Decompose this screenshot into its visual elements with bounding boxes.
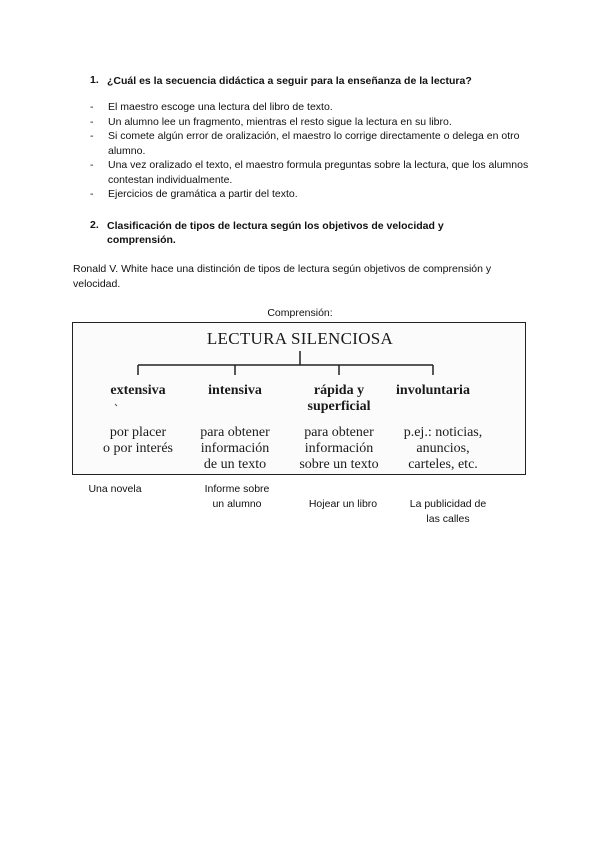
desc-extensiva <box>83 425 193 457</box>
intro-paragraph: Ronald V. White hace una distinción de tipos de lectura según objetivos de comprensión y velocidad. <box>73 263 492 290</box>
desc-line: para obtener <box>200 425 270 440</box>
example-line: Hojear un libro <box>308 498 378 510</box>
bullet-dash: - <box>90 115 94 128</box>
question-1-heading: ¿Cuál es la secuencia didáctica a seguir para la enseñanza de la lectura? <box>107 75 472 87</box>
example-involuntaria <box>398 497 498 527</box>
desc-intensiva <box>185 425 285 473</box>
example-line: Una novela <box>88 483 142 495</box>
desc-line: para obtener <box>304 425 374 440</box>
list-item <box>90 100 530 115</box>
category-extensiva: extensiva <box>110 383 166 398</box>
example-line: las calles <box>426 513 470 525</box>
example-rapida <box>293 497 393 512</box>
bullet-dash: - <box>90 159 94 171</box>
desc-line: información <box>200 441 270 456</box>
desc-line: de un texto <box>203 457 267 472</box>
category-rapida-line-1: rápida y <box>313 383 365 398</box>
example-line: un alumno <box>212 498 262 510</box>
category-rapida-line-2: superficial <box>307 399 371 414</box>
example-line: Informe sobre <box>204 483 270 495</box>
list-item <box>90 115 530 130</box>
desc-line: información <box>304 441 374 456</box>
category-involuntaria: involuntaria <box>396 383 470 398</box>
reading-types-diagram <box>72 322 526 475</box>
question-2-line-1: Clasificación de tipos de lectura según los objetivos de velocidad y <box>107 220 444 232</box>
comprension-label: Comprensión: <box>267 307 333 319</box>
list-item-text: Una vez oralizado el texto, el maestro formula preguntas sobre la lectura, que los alumnos contestan individualmente. <box>108 159 529 186</box>
list-item <box>90 158 530 187</box>
diagram-title: LECTURA SILENCIOSA <box>206 329 394 348</box>
list-item-text: Si comete algún error de oralización, el maestro lo corrige directamente o delega en otro alumno. <box>108 130 520 157</box>
scan-speck <box>115 404 117 406</box>
example-line: La publicidad de <box>409 498 487 510</box>
list-item <box>90 187 530 202</box>
bullet-dash: - <box>90 188 94 200</box>
desc-involuntaria <box>383 425 503 473</box>
list-item-text: Ejercicios de gramática a partir del texto. <box>108 188 298 200</box>
question-2-line-2: comprensión. <box>107 234 176 246</box>
category-intensiva: intensiva <box>208 383 262 398</box>
example-extensiva <box>70 482 160 497</box>
desc-line: sobre un texto <box>299 457 379 472</box>
desc-line: carteles, etc. <box>408 457 478 472</box>
list-item-text: El maestro escoge una lectura del libro de texto. <box>108 101 333 113</box>
list-item-text: Un alumno lee un fragmento, mientras el resto sigue la lectura en su libro. <box>108 115 452 128</box>
question-2-number: 2. <box>90 219 99 231</box>
desc-line: por placer <box>109 425 167 440</box>
example-intensiva <box>187 482 287 512</box>
bullet-dash: - <box>90 101 94 113</box>
question-2-heading <box>107 219 547 247</box>
desc-line: o por interés <box>103 441 173 456</box>
procedure-list <box>90 100 530 202</box>
question-1-number: 1. <box>90 74 99 86</box>
desc-line: p.ej.: noticias, <box>403 425 483 440</box>
desc-rapida <box>284 425 394 473</box>
list-item <box>90 129 530 158</box>
desc-line: anuncios, <box>416 441 470 456</box>
bullet-dash: - <box>90 130 94 142</box>
